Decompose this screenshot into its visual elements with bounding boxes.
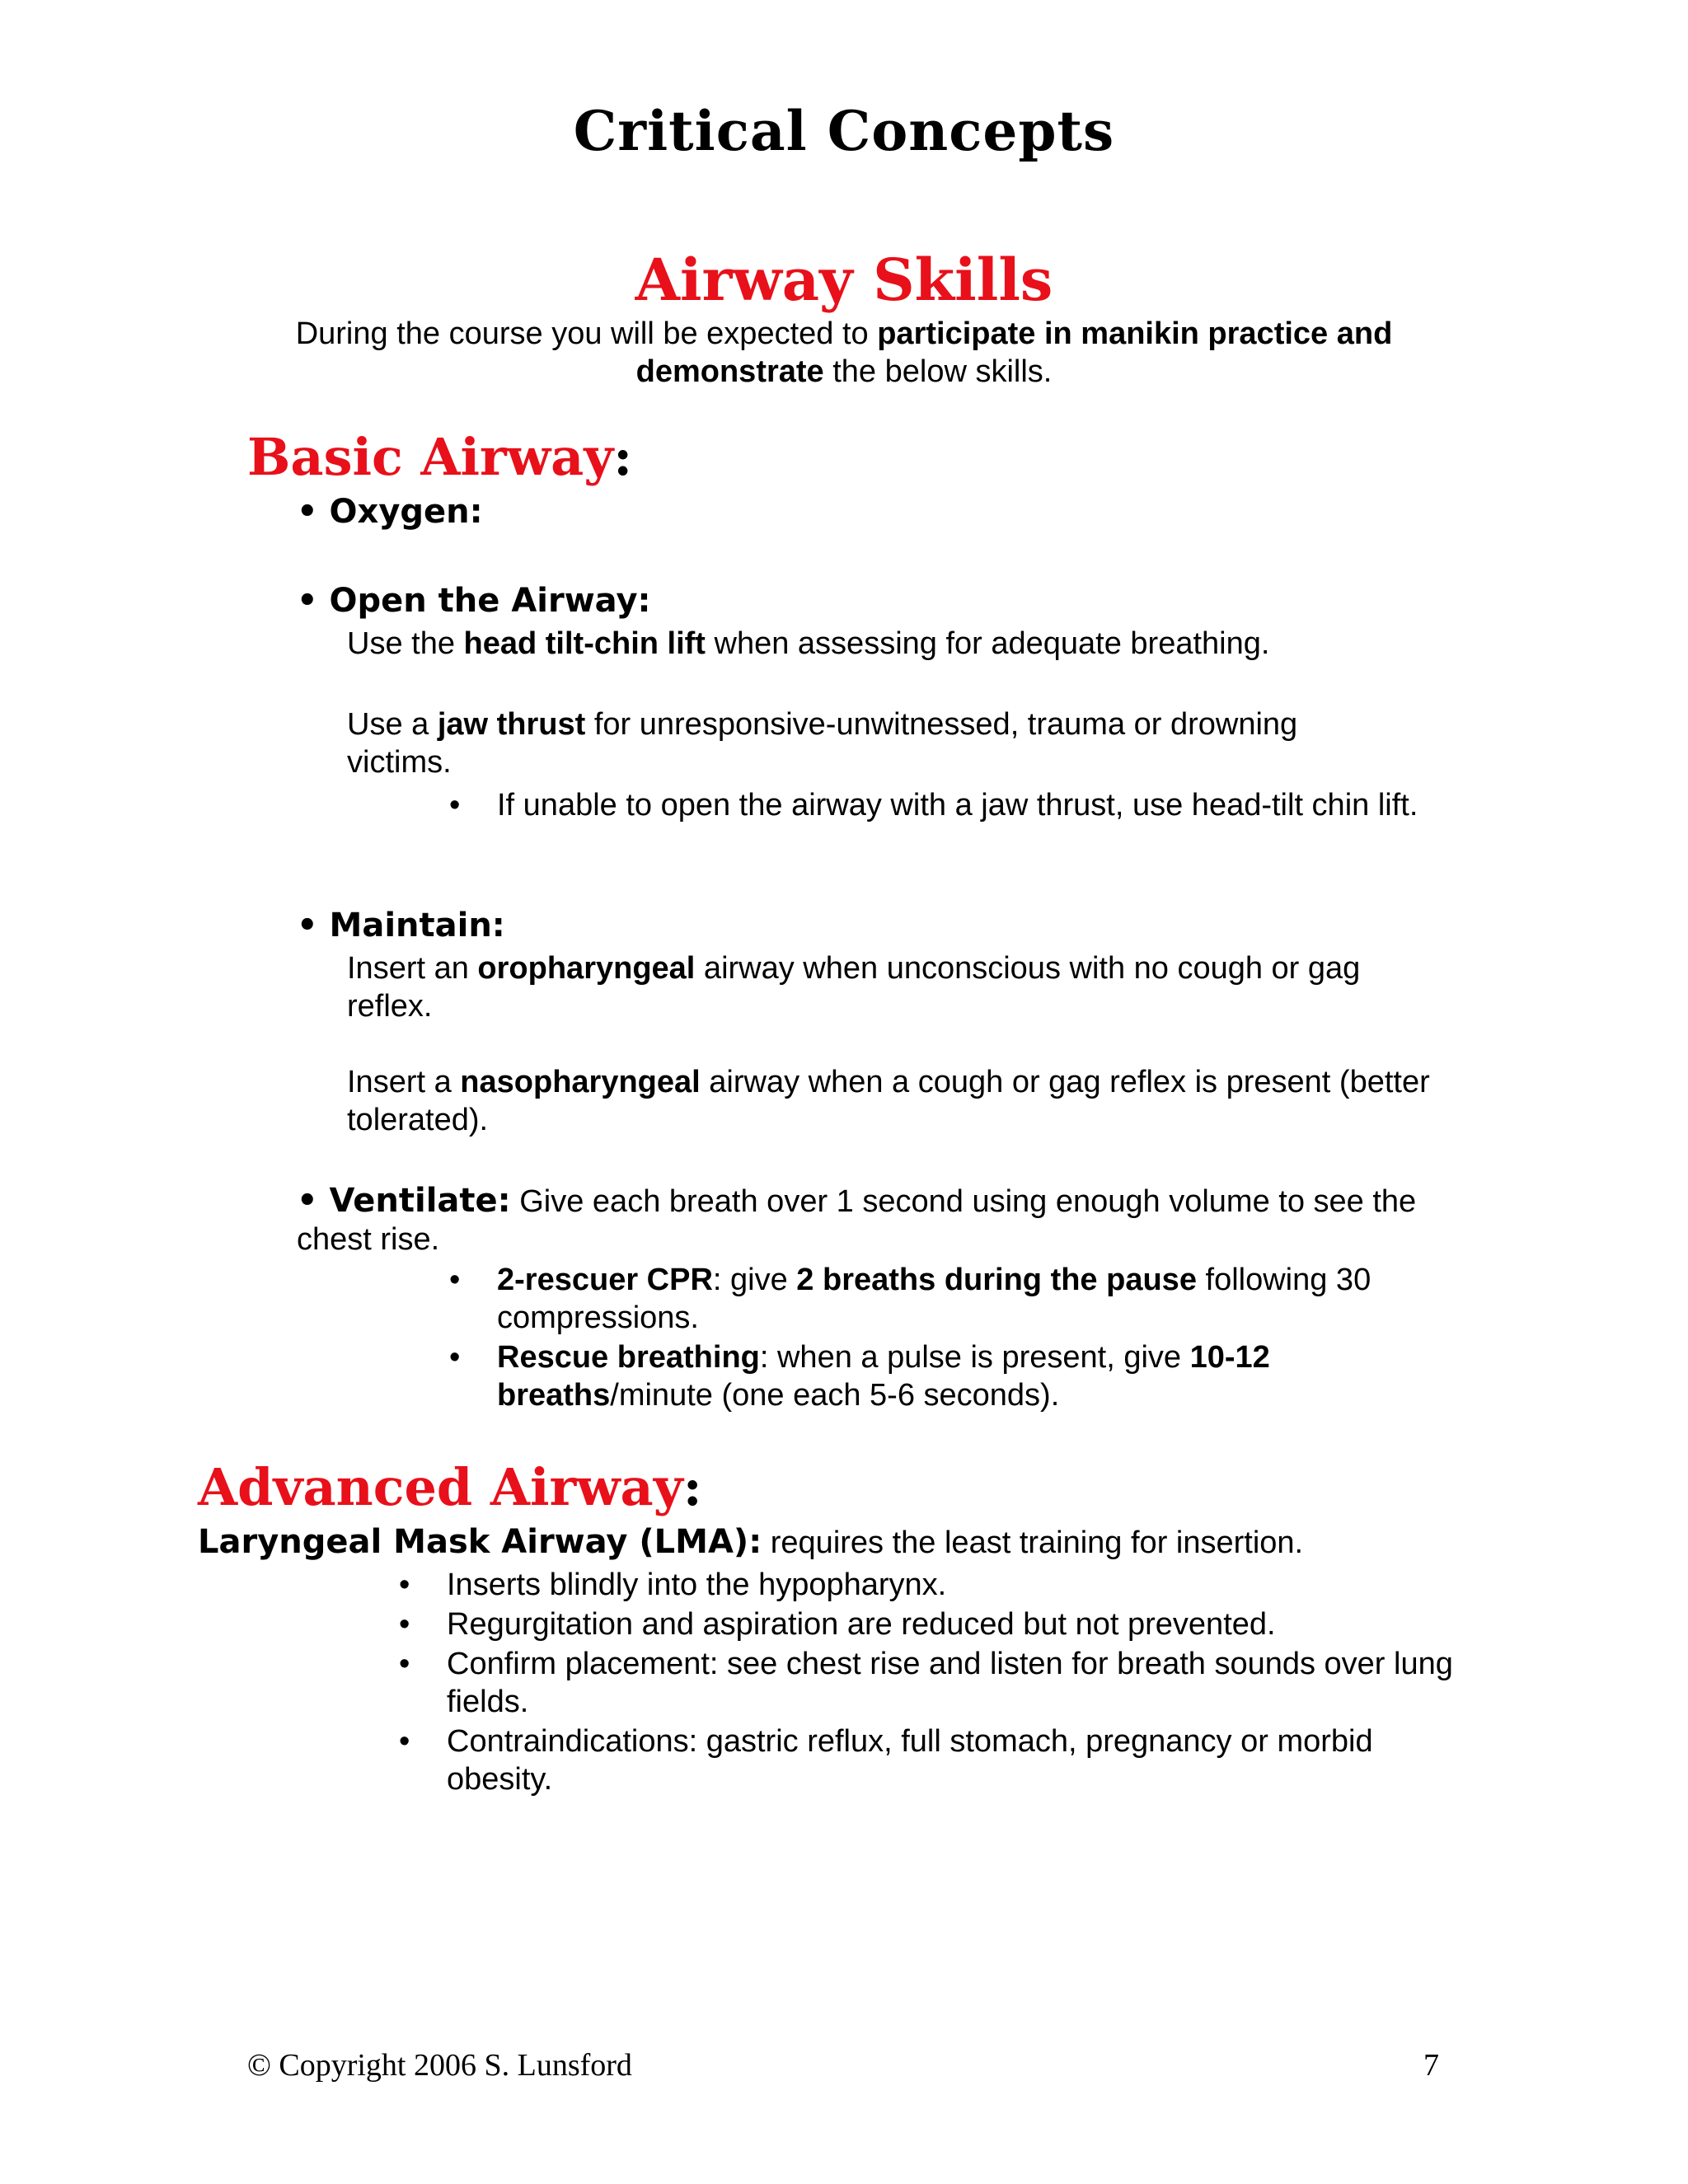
bullet-dot: • <box>399 1607 410 1642</box>
bullet-dot: • <box>399 1724 410 1759</box>
ventilate-sublist <box>449 1261 1445 1414</box>
ventilate-indent-spacer <box>347 1220 396 1221</box>
list-item: • Confirm placement: see chest rise and listen for breath sounds over lung fields. <box>399 1647 1453 1719</box>
intro-paragraph: During the course you will be expected to participate in manikin practice and demonstrate the below skills. <box>295 316 1393 389</box>
lma-list <box>399 1566 1461 1800</box>
lma-line: Laryngeal Mask Airway (LMA): requires the least training for insertion. <box>198 1523 1304 1561</box>
page-title: Critical Concepts <box>573 99 1115 163</box>
list-item: • Regurgitation and aspiration are reduced but not prevented. <box>399 1607 1276 1642</box>
maintain-bullet: • Maintain: <box>297 907 505 944</box>
oxygen-bullet: • Oxygen: <box>297 493 483 531</box>
open-airway-sublist <box>449 786 1445 824</box>
bullet-dot: • <box>399 1568 410 1602</box>
page-number: 7 <box>1423 2048 1439 2083</box>
ventilate-bullet: • Ventilate: Give each breath over 1 second using enough volume to see the chest rise. <box>297 1182 1417 1257</box>
bullet-dot: • <box>399 1647 410 1681</box>
maintain-paragraph-1: Insert an oropharyngeal airway when unconscious with no cough or gag reflex. <box>347 951 1361 1024</box>
basic-airway-heading: Basic Airway: <box>247 427 633 487</box>
open-airway-bullet: • Open the Airway: <box>297 582 651 620</box>
advanced-airway-heading: Advanced Airway: <box>198 1457 702 1517</box>
list-item: • If unable to open the airway with a jaw thrust, use head-tilt chin lift. <box>449 788 1418 823</box>
list-item: • Contraindications: gastric reflux, full stomach, pregnancy or morbid obesity. <box>399 1724 1373 1797</box>
list-item: • Rescue breathing: when a pulse is present, give 10-12 breaths/minute (one each 5-6 seconds). <box>449 1340 1270 1413</box>
open-airway-paragraph-2: Use a jaw thrust for unresponsive-unwitnessed, trauma or drowning victims. <box>347 707 1298 780</box>
maintain-paragraph-2: Insert a nasopharyngeal airway when a cough or gag reflex is present (better tolerated). <box>347 1065 1430 1137</box>
copyright: © Copyright 2006 S. Lunsford <box>247 2048 632 2083</box>
open-airway-paragraph-1: Use the head tilt-chin lift when assessing for adequate breathing. <box>347 626 1270 661</box>
section-title: Airway Skills <box>635 246 1053 314</box>
list-item: • Inserts blindly into the hypopharynx. <box>399 1568 947 1602</box>
list-item: • 2-rescuer CPR: give 2 breaths during the pause following 30 compressions. <box>449 1263 1372 1335</box>
